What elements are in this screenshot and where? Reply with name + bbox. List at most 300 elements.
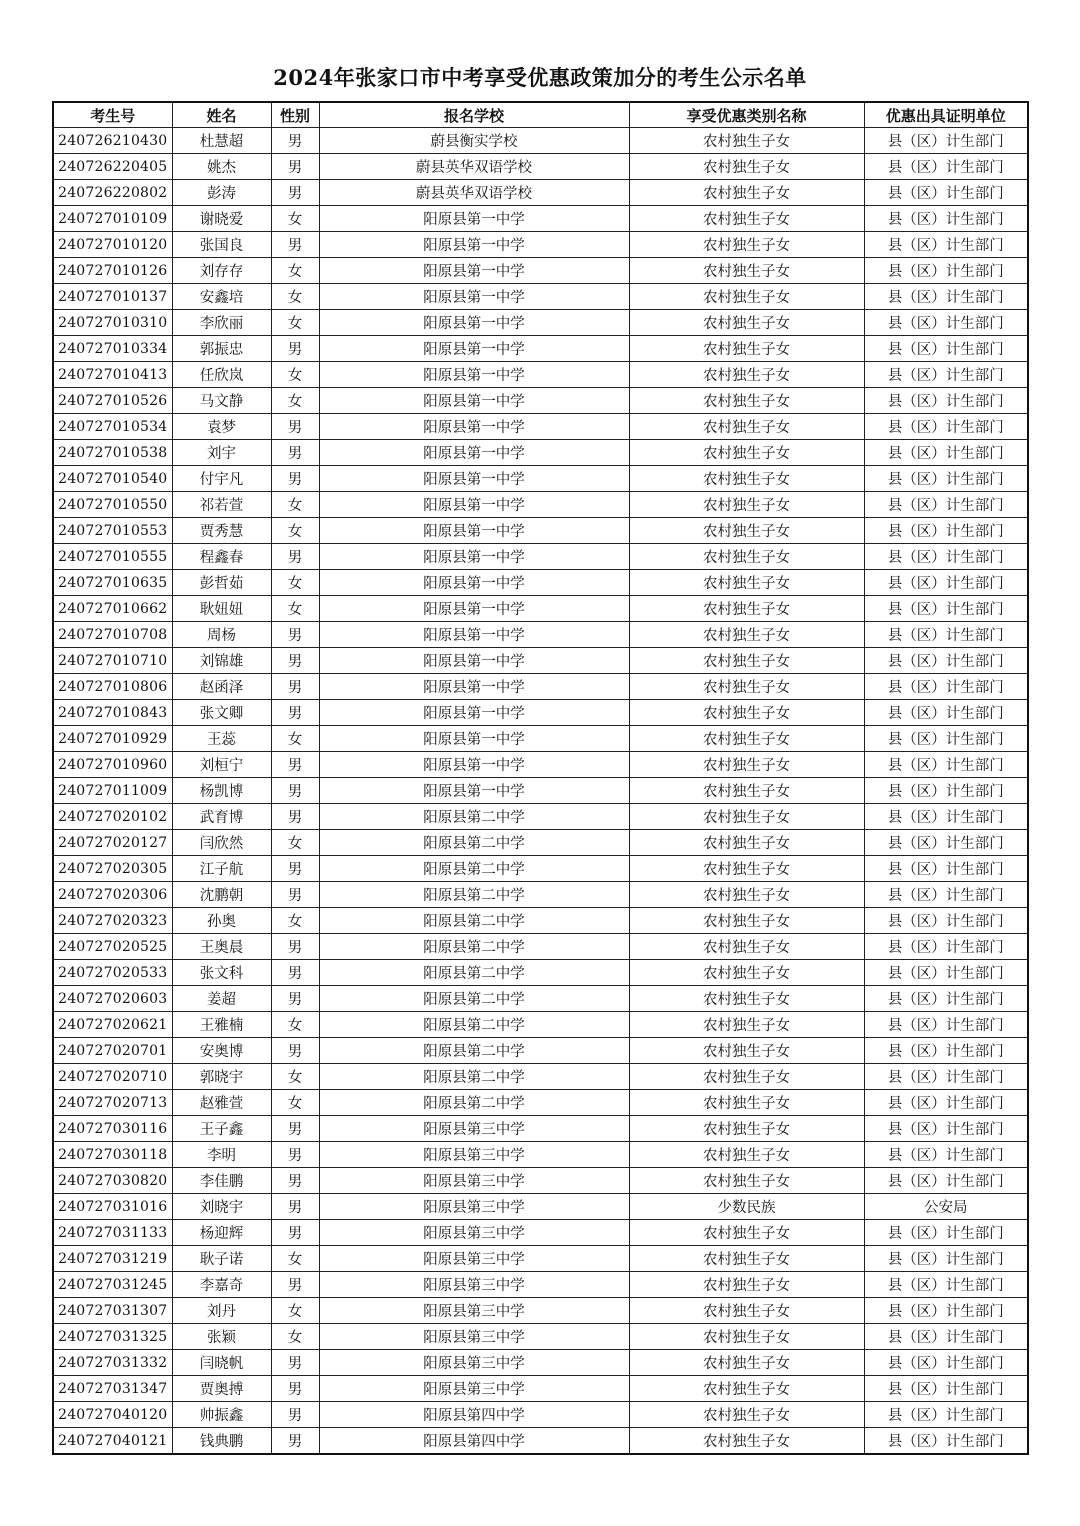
cell-category: 农村独生子女 <box>629 882 864 908</box>
cell-name: 杨凯博 <box>172 778 271 804</box>
cell-name: 李嘉奇 <box>172 1272 271 1298</box>
cell-name: 贾秀慧 <box>172 518 271 544</box>
cell-school: 阳原县第二中学 <box>319 1064 629 1090</box>
cell-certifying-unit: 县（区）计生部门 <box>864 128 1028 154</box>
cell-exam-id: 240727020701 <box>53 1038 172 1064</box>
cell-school: 阳原县第一中学 <box>319 544 629 570</box>
cell-school: 阳原县第二中学 <box>319 856 629 882</box>
table-row <box>53 362 1028 388</box>
cell-certifying-unit: 县（区）计生部门 <box>864 414 1028 440</box>
cell-name: 王雅楠 <box>172 1012 271 1038</box>
cell-category: 农村独生子女 <box>629 752 864 778</box>
cell-category: 农村独生子女 <box>629 440 864 466</box>
table-row <box>53 284 1028 310</box>
cell-name: 马文静 <box>172 388 271 414</box>
table-row <box>53 1090 1028 1116</box>
table-row <box>53 1298 1028 1324</box>
table-row <box>53 1116 1028 1142</box>
cell-category: 农村独生子女 <box>629 1116 864 1142</box>
table-row <box>53 1038 1028 1064</box>
cell-certifying-unit: 县（区）计生部门 <box>864 1064 1028 1090</box>
cell-category: 农村独生子女 <box>629 986 864 1012</box>
cell-gender: 女 <box>271 1246 319 1272</box>
cell-exam-id: 240727020603 <box>53 986 172 1012</box>
cell-gender: 男 <box>271 804 319 830</box>
cell-certifying-unit: 县（区）计生部门 <box>864 570 1028 596</box>
cell-category: 农村独生子女 <box>629 1246 864 1272</box>
table-row <box>53 336 1028 362</box>
table-row <box>53 622 1028 648</box>
cell-certifying-unit: 县（区）计生部门 <box>864 1168 1028 1194</box>
table-row <box>53 648 1028 674</box>
cell-gender: 男 <box>271 1194 319 1220</box>
cell-gender: 男 <box>271 154 319 180</box>
table-row <box>53 1012 1028 1038</box>
cell-category: 农村独生子女 <box>629 232 864 258</box>
cell-category: 农村独生子女 <box>629 1350 864 1376</box>
table-row <box>53 1220 1028 1246</box>
table-row <box>53 1376 1028 1402</box>
cell-certifying-unit: 县（区）计生部门 <box>864 1298 1028 1324</box>
cell-name: 张国良 <box>172 232 271 258</box>
cell-gender: 女 <box>271 1064 319 1090</box>
cell-category: 农村独生子女 <box>629 1428 864 1455</box>
cell-exam-id: 240727020127 <box>53 830 172 856</box>
cell-exam-id: 240726220802 <box>53 180 172 206</box>
cell-exam-id: 240727010413 <box>53 362 172 388</box>
cell-name: 刘存存 <box>172 258 271 284</box>
cell-name: 闫晓帆 <box>172 1350 271 1376</box>
cell-school: 阳原县第一中学 <box>319 778 629 804</box>
cell-exam-id: 240727030118 <box>53 1142 172 1168</box>
table-row <box>53 206 1028 232</box>
cell-name: 杜慧超 <box>172 128 271 154</box>
cell-gender: 男 <box>271 960 319 986</box>
cell-certifying-unit: 县（区）计生部门 <box>864 154 1028 180</box>
table-row <box>53 492 1028 518</box>
cell-gender: 女 <box>271 1012 319 1038</box>
cell-category: 农村独生子女 <box>629 700 864 726</box>
table-row <box>53 128 1028 154</box>
cell-school: 阳原县第一中学 <box>319 232 629 258</box>
cell-school: 阳原县第二中学 <box>319 830 629 856</box>
cell-certifying-unit: 县（区）计生部门 <box>864 960 1028 986</box>
cell-gender: 女 <box>271 908 319 934</box>
table-row <box>53 1350 1028 1376</box>
cell-name: 张文科 <box>172 960 271 986</box>
cell-gender: 男 <box>271 414 319 440</box>
cell-school: 阳原县第三中学 <box>319 1298 629 1324</box>
cell-school: 阳原县第三中学 <box>319 1168 629 1194</box>
cell-gender: 男 <box>271 882 319 908</box>
cell-exam-id: 240727010137 <box>53 284 172 310</box>
cell-name: 李欣丽 <box>172 310 271 336</box>
cell-gender: 女 <box>271 1298 319 1324</box>
cell-exam-id: 240727010109 <box>53 206 172 232</box>
cell-category: 农村独生子女 <box>629 1272 864 1298</box>
cell-school: 阳原县第一中学 <box>319 414 629 440</box>
cell-category: 农村独生子女 <box>629 414 864 440</box>
cell-exam-id: 240727010334 <box>53 336 172 362</box>
cell-certifying-unit: 县（区）计生部门 <box>864 1402 1028 1428</box>
cell-certifying-unit: 县（区）计生部门 <box>864 1324 1028 1350</box>
cell-category: 农村独生子女 <box>629 674 864 700</box>
table-row <box>53 1272 1028 1298</box>
cell-category: 农村独生子女 <box>629 960 864 986</box>
cell-school: 阳原县第二中学 <box>319 1038 629 1064</box>
cell-category: 农村独生子女 <box>629 1168 864 1194</box>
cell-exam-id: 240727010126 <box>53 258 172 284</box>
cell-certifying-unit: 县（区）计生部门 <box>864 362 1028 388</box>
cell-exam-id: 240727031307 <box>53 1298 172 1324</box>
cell-certifying-unit: 县（区）计生部门 <box>864 1012 1028 1038</box>
cell-exam-id: 240727040121 <box>53 1428 172 1455</box>
header-school: 报名学校 <box>319 102 629 128</box>
cell-certifying-unit: 县（区）计生部门 <box>864 180 1028 206</box>
cell-exam-id: 240726210430 <box>53 128 172 154</box>
cell-exam-id: 240727010540 <box>53 466 172 492</box>
cell-name: 姜超 <box>172 986 271 1012</box>
cell-name: 张颖 <box>172 1324 271 1350</box>
cell-gender: 男 <box>271 778 319 804</box>
table-row <box>53 1168 1028 1194</box>
table-row <box>53 310 1028 336</box>
cell-school: 阳原县第一中学 <box>319 674 629 700</box>
cell-certifying-unit: 县（区）计生部门 <box>864 258 1028 284</box>
cell-school: 蔚县英华双语学校 <box>319 154 629 180</box>
table-row <box>53 1194 1028 1220</box>
table-row <box>53 700 1028 726</box>
cell-name: 郭振忠 <box>172 336 271 362</box>
cell-school: 阳原县第三中学 <box>319 1272 629 1298</box>
cell-school: 阳原县第一中学 <box>319 622 629 648</box>
cell-category: 农村独生子女 <box>629 1038 864 1064</box>
cell-certifying-unit: 县（区）计生部门 <box>864 206 1028 232</box>
cell-school: 蔚县英华双语学校 <box>319 180 629 206</box>
cell-school: 阳原县第三中学 <box>319 1194 629 1220</box>
cell-school: 阳原县第二中学 <box>319 1012 629 1038</box>
cell-name: 安鑫培 <box>172 284 271 310</box>
table-row <box>53 258 1028 284</box>
cell-exam-id: 240727031133 <box>53 1220 172 1246</box>
header-category: 享受优惠类别名称 <box>629 102 864 128</box>
cell-name: 贾奥搏 <box>172 1376 271 1402</box>
cell-gender: 女 <box>271 830 319 856</box>
cell-gender: 男 <box>271 700 319 726</box>
table-row <box>53 1142 1028 1168</box>
cell-exam-id: 240727010710 <box>53 648 172 674</box>
cell-exam-id: 240727010635 <box>53 570 172 596</box>
cell-category: 农村独生子女 <box>629 310 864 336</box>
cell-category: 农村独生子女 <box>629 1012 864 1038</box>
cell-name: 闫欣然 <box>172 830 271 856</box>
cell-school: 阳原县第四中学 <box>319 1428 629 1455</box>
table-row <box>53 1064 1028 1090</box>
cell-name: 帅振鑫 <box>172 1402 271 1428</box>
roster-table <box>52 101 1029 1455</box>
table-row <box>53 856 1028 882</box>
cell-category: 农村独生子女 <box>629 1402 864 1428</box>
cell-category: 农村独生子女 <box>629 466 864 492</box>
cell-certifying-unit: 县（区）计生部门 <box>864 518 1028 544</box>
cell-school: 阳原县第三中学 <box>319 1324 629 1350</box>
cell-gender: 女 <box>271 518 319 544</box>
cell-exam-id: 240727031016 <box>53 1194 172 1220</box>
table-row <box>53 414 1028 440</box>
table-row <box>53 908 1028 934</box>
page-title: 2024年张家口市中考享受优惠政策加分的考生公示名单 <box>273 65 807 90</box>
cell-school: 阳原县第一中学 <box>319 518 629 544</box>
cell-name: 李佳鹏 <box>172 1168 271 1194</box>
cell-exam-id: 240727010538 <box>53 440 172 466</box>
table-row <box>53 1428 1028 1455</box>
cell-school: 阳原县第三中学 <box>319 1246 629 1272</box>
cell-exam-id: 240727010843 <box>53 700 172 726</box>
cell-name: 程鑫春 <box>172 544 271 570</box>
cell-certifying-unit: 县（区）计生部门 <box>864 310 1028 336</box>
header-certifying-unit: 优惠出具证明单位 <box>864 102 1028 128</box>
cell-exam-id: 240727030820 <box>53 1168 172 1194</box>
cell-category: 农村独生子女 <box>629 856 864 882</box>
cell-gender: 女 <box>271 596 319 622</box>
cell-exam-id: 240727020306 <box>53 882 172 908</box>
cell-gender: 男 <box>271 934 319 960</box>
table-row <box>53 934 1028 960</box>
cell-gender: 女 <box>271 284 319 310</box>
cell-exam-id: 240727020533 <box>53 960 172 986</box>
cell-school: 阳原县第一中学 <box>319 388 629 414</box>
cell-exam-id: 240727010555 <box>53 544 172 570</box>
cell-school: 阳原县第二中学 <box>319 804 629 830</box>
cell-name: 刘锦雄 <box>172 648 271 674</box>
table-header <box>53 102 1028 128</box>
cell-certifying-unit: 县（区）计生部门 <box>864 1350 1028 1376</box>
cell-gender: 男 <box>271 1376 319 1402</box>
cell-certifying-unit: 县（区）计生部门 <box>864 622 1028 648</box>
cell-category: 农村独生子女 <box>629 1142 864 1168</box>
cell-gender: 男 <box>271 986 319 1012</box>
cell-exam-id: 240727011009 <box>53 778 172 804</box>
cell-exam-id: 240727010708 <box>53 622 172 648</box>
cell-name: 谢晓爱 <box>172 206 271 232</box>
cell-name: 周杨 <box>172 622 271 648</box>
cell-name: 袁梦 <box>172 414 271 440</box>
cell-school: 阳原县第一中学 <box>319 752 629 778</box>
cell-gender: 男 <box>271 128 319 154</box>
table-row <box>53 960 1028 986</box>
cell-category: 农村独生子女 <box>629 362 864 388</box>
cell-category: 农村独生子女 <box>629 258 864 284</box>
cell-name: 姚杰 <box>172 154 271 180</box>
header-gender: 性别 <box>271 102 319 128</box>
cell-certifying-unit: 县（区）计生部门 <box>864 596 1028 622</box>
cell-certifying-unit: 县（区）计生部门 <box>864 1376 1028 1402</box>
cell-category: 农村独生子女 <box>629 518 864 544</box>
cell-exam-id: 240727031325 <box>53 1324 172 1350</box>
cell-school: 阳原县第一中学 <box>319 648 629 674</box>
cell-name: 张文卿 <box>172 700 271 726</box>
cell-certifying-unit: 县（区）计生部门 <box>864 986 1028 1012</box>
cell-exam-id: 240727020525 <box>53 934 172 960</box>
cell-name: 王奥晨 <box>172 934 271 960</box>
cell-name: 王蕊 <box>172 726 271 752</box>
cell-exam-id: 240727031332 <box>53 1350 172 1376</box>
cell-certifying-unit: 县（区）计生部门 <box>864 804 1028 830</box>
cell-category: 农村独生子女 <box>629 206 864 232</box>
cell-exam-id: 240727010929 <box>53 726 172 752</box>
cell-certifying-unit: 县（区）计生部门 <box>864 1142 1028 1168</box>
cell-gender: 男 <box>271 1168 319 1194</box>
table-row <box>53 726 1028 752</box>
cell-gender: 男 <box>271 466 319 492</box>
cell-category: 农村独生子女 <box>629 804 864 830</box>
cell-name: 任欣岚 <box>172 362 271 388</box>
cell-category: 农村独生子女 <box>629 1090 864 1116</box>
table-row <box>53 1402 1028 1428</box>
cell-certifying-unit: 县（区）计生部门 <box>864 648 1028 674</box>
cell-school: 阳原县第一中学 <box>319 466 629 492</box>
cell-exam-id: 240727020102 <box>53 804 172 830</box>
cell-gender: 男 <box>271 674 319 700</box>
cell-exam-id: 240727040120 <box>53 1402 172 1428</box>
table-body <box>53 128 1028 1455</box>
cell-exam-id: 240727010806 <box>53 674 172 700</box>
table-row <box>53 674 1028 700</box>
cell-gender: 女 <box>271 310 319 336</box>
cell-category: 农村独生子女 <box>629 180 864 206</box>
cell-school: 阳原县第一中学 <box>319 596 629 622</box>
cell-school: 阳原县第一中学 <box>319 440 629 466</box>
cell-category: 农村独生子女 <box>629 336 864 362</box>
cell-school: 阳原县第三中学 <box>319 1116 629 1142</box>
cell-gender: 男 <box>271 1402 319 1428</box>
cell-certifying-unit: 县（区）计生部门 <box>864 336 1028 362</box>
cell-certifying-unit: 县（区）计生部门 <box>864 232 1028 258</box>
cell-school: 阳原县第一中学 <box>319 206 629 232</box>
cell-gender: 男 <box>271 232 319 258</box>
table-row <box>53 596 1028 622</box>
cell-certifying-unit: 县（区）计生部门 <box>864 284 1028 310</box>
cell-certifying-unit: 公安局 <box>864 1194 1028 1220</box>
cell-school: 阳原县第一中学 <box>319 492 629 518</box>
cell-school: 阳原县第二中学 <box>319 960 629 986</box>
cell-certifying-unit: 县（区）计生部门 <box>864 830 1028 856</box>
cell-exam-id: 240727010534 <box>53 414 172 440</box>
cell-gender: 女 <box>271 388 319 414</box>
cell-certifying-unit: 县（区）计生部门 <box>864 700 1028 726</box>
cell-gender: 女 <box>271 206 319 232</box>
cell-school: 阳原县第三中学 <box>319 1220 629 1246</box>
cell-certifying-unit: 县（区）计生部门 <box>864 1116 1028 1142</box>
cell-gender: 男 <box>271 1428 319 1455</box>
cell-exam-id: 240727010662 <box>53 596 172 622</box>
cell-category: 农村独生子女 <box>629 284 864 310</box>
cell-exam-id: 240727020710 <box>53 1064 172 1090</box>
cell-gender: 女 <box>271 726 319 752</box>
cell-gender: 男 <box>271 1142 319 1168</box>
cell-school: 阳原县第一中学 <box>319 284 629 310</box>
cell-name: 付宇凡 <box>172 466 271 492</box>
cell-category: 农村独生子女 <box>629 544 864 570</box>
cell-certifying-unit: 县（区）计生部门 <box>864 778 1028 804</box>
cell-category: 农村独生子女 <box>629 622 864 648</box>
cell-gender: 男 <box>271 648 319 674</box>
cell-certifying-unit: 县（区）计生部门 <box>864 1038 1028 1064</box>
cell-certifying-unit: 县（区）计生部门 <box>864 492 1028 518</box>
cell-name: 刘丹 <box>172 1298 271 1324</box>
cell-school: 阳原县第一中学 <box>319 700 629 726</box>
cell-gender: 男 <box>271 1116 319 1142</box>
cell-category: 农村独生子女 <box>629 570 864 596</box>
cell-school: 阳原县第二中学 <box>319 882 629 908</box>
cell-name: 彭涛 <box>172 180 271 206</box>
table-row <box>53 154 1028 180</box>
cell-category: 农村独生子女 <box>629 908 864 934</box>
cell-name: 郭晓宇 <box>172 1064 271 1090</box>
cell-category: 少数民族 <box>629 1194 864 1220</box>
cell-exam-id: 240727020713 <box>53 1090 172 1116</box>
table-row <box>53 1246 1028 1272</box>
cell-name: 彭哲茹 <box>172 570 271 596</box>
cell-certifying-unit: 县（区）计生部门 <box>864 726 1028 752</box>
cell-gender: 女 <box>271 492 319 518</box>
cell-certifying-unit: 县（区）计生部门 <box>864 388 1028 414</box>
cell-category: 农村独生子女 <box>629 388 864 414</box>
table-row <box>53 466 1028 492</box>
cell-gender: 女 <box>271 1090 319 1116</box>
cell-gender: 男 <box>271 1038 319 1064</box>
cell-exam-id: 240727031245 <box>53 1272 172 1298</box>
cell-gender: 男 <box>271 1220 319 1246</box>
cell-name: 钱典鹏 <box>172 1428 271 1455</box>
cell-certifying-unit: 县（区）计生部门 <box>864 1220 1028 1246</box>
cell-school: 阳原县第一中学 <box>319 310 629 336</box>
table-row <box>53 544 1028 570</box>
cell-school: 蔚县衡实学校 <box>319 128 629 154</box>
table-row <box>53 752 1028 778</box>
cell-exam-id: 240727010550 <box>53 492 172 518</box>
cell-gender: 女 <box>271 570 319 596</box>
cell-name: 沈鹏朝 <box>172 882 271 908</box>
cell-certifying-unit: 县（区）计生部门 <box>864 466 1028 492</box>
cell-name: 刘宇 <box>172 440 271 466</box>
cell-category: 农村独生子女 <box>629 1064 864 1090</box>
cell-gender: 男 <box>271 1272 319 1298</box>
cell-certifying-unit: 县（区）计生部门 <box>864 882 1028 908</box>
cell-certifying-unit: 县（区）计生部门 <box>864 440 1028 466</box>
cell-school: 阳原县第二中学 <box>319 986 629 1012</box>
header-row <box>53 102 1028 128</box>
cell-category: 农村独生子女 <box>629 128 864 154</box>
table-row <box>53 986 1028 1012</box>
cell-certifying-unit: 县（区）计生部门 <box>864 934 1028 960</box>
table-row <box>53 804 1028 830</box>
cell-gender: 女 <box>271 362 319 388</box>
cell-name: 耿妞妞 <box>172 596 271 622</box>
cell-category: 农村独生子女 <box>629 778 864 804</box>
cell-gender: 女 <box>271 258 319 284</box>
cell-category: 农村独生子女 <box>629 492 864 518</box>
cell-school: 阳原县第二中学 <box>319 908 629 934</box>
table-row <box>53 440 1028 466</box>
cell-certifying-unit: 县（区）计生部门 <box>864 1246 1028 1272</box>
cell-school: 阳原县第一中学 <box>319 362 629 388</box>
cell-school: 阳原县第四中学 <box>319 1402 629 1428</box>
cell-name: 李明 <box>172 1142 271 1168</box>
cell-exam-id: 240727010526 <box>53 388 172 414</box>
cell-gender: 男 <box>271 856 319 882</box>
header-exam-id: 考生号 <box>53 102 172 128</box>
